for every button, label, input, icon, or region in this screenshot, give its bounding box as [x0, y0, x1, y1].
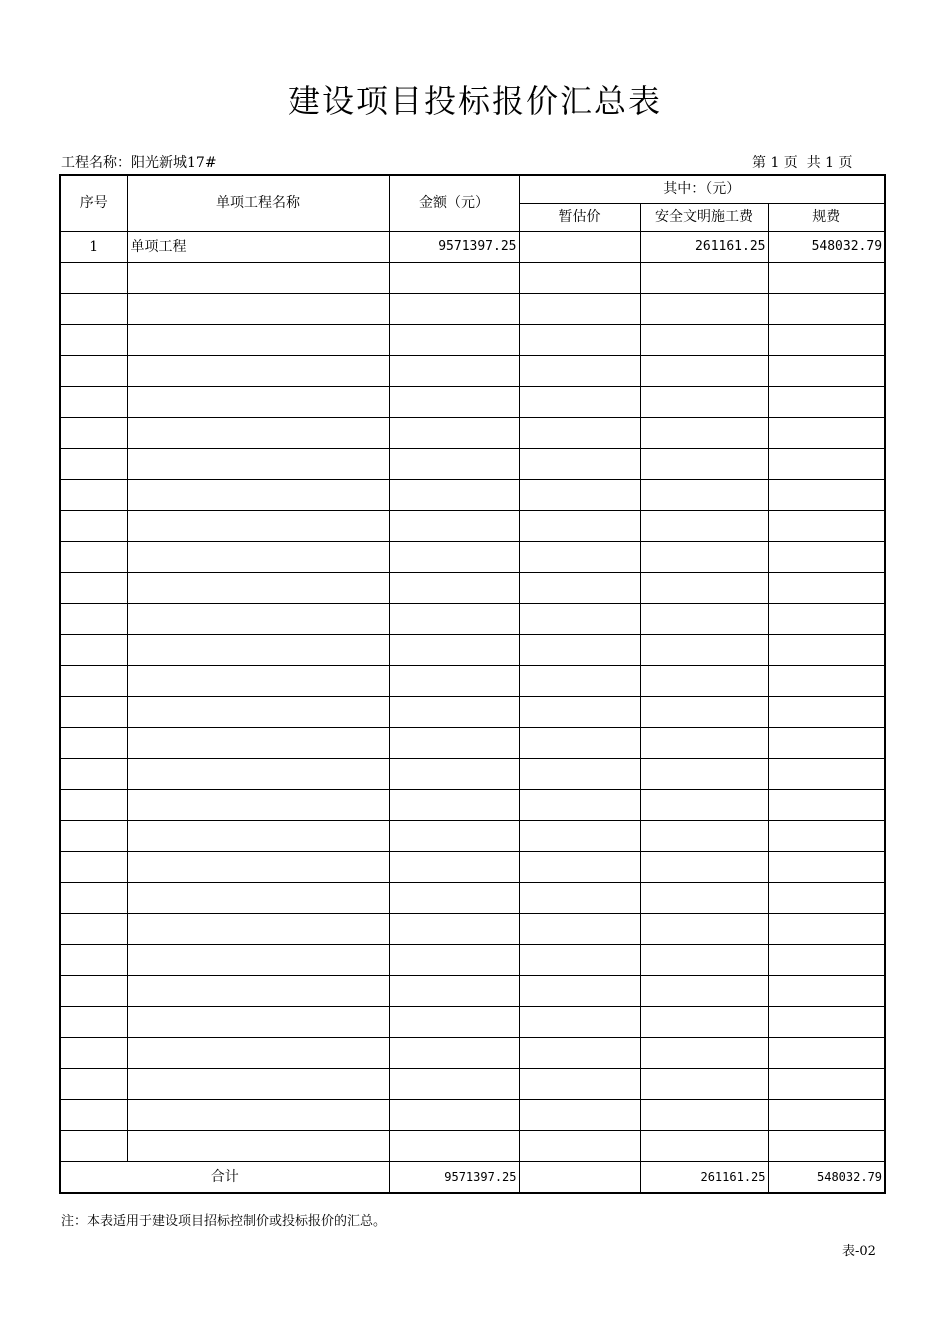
- document-title: 建设项目投标报价汇总表: [287, 82, 662, 120]
- empty-cell: [60, 604, 127, 635]
- empty-cell: [768, 325, 885, 356]
- header-of-which: 其中：（元）: [519, 175, 885, 204]
- empty-cell: [640, 573, 768, 604]
- empty-cell: [127, 542, 389, 573]
- empty-cell: [640, 666, 768, 697]
- empty-cell: [389, 1069, 519, 1100]
- header-fees: 规费: [768, 204, 885, 232]
- empty-cell: [60, 263, 127, 294]
- empty-cell: [389, 356, 519, 387]
- empty-cell: [519, 511, 640, 542]
- header-provisional: 暂估价: [519, 204, 640, 232]
- empty-cell: [768, 356, 885, 387]
- empty-cell: [519, 1131, 640, 1162]
- table-row-empty: [60, 480, 885, 511]
- empty-cell: [127, 759, 389, 790]
- table-row-empty: [60, 883, 885, 914]
- empty-cell: [389, 852, 519, 883]
- empty-cell: [127, 1100, 389, 1131]
- empty-cell: [389, 387, 519, 418]
- empty-cell: [60, 728, 127, 759]
- empty-cell: [60, 418, 127, 449]
- empty-cell: [60, 759, 127, 790]
- empty-cell: [127, 1069, 389, 1100]
- empty-cell: [640, 511, 768, 542]
- empty-cell: [389, 759, 519, 790]
- empty-cell: [768, 1100, 885, 1131]
- cell-fees: 548032.79: [768, 232, 885, 263]
- table-row-empty: [60, 1131, 885, 1162]
- empty-cell: [127, 1131, 389, 1162]
- empty-cell: [60, 976, 127, 1007]
- empty-cell: [640, 263, 768, 294]
- empty-cell: [768, 976, 885, 1007]
- table-row-empty: [60, 728, 885, 759]
- empty-cell: [389, 542, 519, 573]
- table-row-empty: [60, 604, 885, 635]
- empty-cell: [519, 852, 640, 883]
- cell-amount: 9571397.25: [389, 232, 519, 263]
- table-row-empty: [60, 1007, 885, 1038]
- empty-cell: [127, 418, 389, 449]
- empty-cell: [389, 883, 519, 914]
- empty-cell: [60, 790, 127, 821]
- empty-cell: [60, 480, 127, 511]
- empty-cell: [60, 852, 127, 883]
- empty-cell: [60, 325, 127, 356]
- empty-cell: [127, 449, 389, 480]
- table-row-empty: [60, 263, 885, 294]
- empty-cell: [60, 542, 127, 573]
- empty-cell: [389, 449, 519, 480]
- empty-cell: [640, 542, 768, 573]
- empty-cell: [640, 604, 768, 635]
- empty-cell: [389, 1100, 519, 1131]
- empty-cell: [389, 666, 519, 697]
- page-info: 第 1 页 共 1 页: [752, 155, 853, 171]
- empty-cell: [127, 573, 389, 604]
- empty-cell: [519, 821, 640, 852]
- table-row-empty: [60, 573, 885, 604]
- empty-cell: [127, 790, 389, 821]
- empty-cell: [519, 945, 640, 976]
- empty-cell: [768, 635, 885, 666]
- empty-cell: [127, 945, 389, 976]
- empty-cell: [60, 294, 127, 325]
- empty-cell: [60, 511, 127, 542]
- table-row-empty: [60, 449, 885, 480]
- empty-cell: [127, 914, 389, 945]
- empty-cell: [127, 883, 389, 914]
- empty-cell: [60, 697, 127, 728]
- empty-cell: [519, 635, 640, 666]
- header-amount: 金额（元）: [389, 175, 519, 232]
- table-row-empty: [60, 1038, 885, 1069]
- empty-cell: [640, 1100, 768, 1131]
- empty-cell: [389, 790, 519, 821]
- table-row-empty: [60, 759, 885, 790]
- empty-cell: [519, 883, 640, 914]
- project-name: 工程名称：阳光新城17#: [61, 155, 217, 171]
- empty-cell: [768, 666, 885, 697]
- empty-cell: [60, 883, 127, 914]
- empty-cell: [127, 1038, 389, 1069]
- empty-cell: [389, 635, 519, 666]
- empty-cell: [768, 263, 885, 294]
- table-row-empty: [60, 294, 885, 325]
- empty-cell: [768, 1038, 885, 1069]
- empty-cell: [60, 945, 127, 976]
- empty-cell: [768, 511, 885, 542]
- header-safety: 安全文明施工费: [640, 204, 768, 232]
- empty-cell: [768, 759, 885, 790]
- empty-cell: [640, 790, 768, 821]
- empty-cell: [768, 945, 885, 976]
- empty-cell: [389, 511, 519, 542]
- empty-cell: [640, 883, 768, 914]
- empty-cell: [640, 1131, 768, 1162]
- empty-cell: [60, 1100, 127, 1131]
- empty-cell: [640, 387, 768, 418]
- table-row-empty: [60, 1100, 885, 1131]
- empty-cell: [60, 573, 127, 604]
- empty-cell: [60, 1038, 127, 1069]
- empty-cell: [640, 294, 768, 325]
- empty-cell: [519, 418, 640, 449]
- table-row-empty: [60, 914, 885, 945]
- table-row-empty: [60, 511, 885, 542]
- empty-cell: [768, 1007, 885, 1038]
- empty-cell: [127, 325, 389, 356]
- empty-cell: [127, 480, 389, 511]
- empty-cell: [127, 263, 389, 294]
- empty-cell: [127, 1007, 389, 1038]
- empty-cell: [519, 294, 640, 325]
- empty-cell: [768, 604, 885, 635]
- empty-cell: [519, 790, 640, 821]
- empty-cell: [519, 604, 640, 635]
- empty-cell: [127, 387, 389, 418]
- empty-cell: [640, 1069, 768, 1100]
- summary-table: [59, 174, 886, 1194]
- empty-cell: [640, 635, 768, 666]
- empty-cell: [127, 666, 389, 697]
- empty-cell: [519, 356, 640, 387]
- empty-cell: [640, 914, 768, 945]
- empty-cell: [768, 480, 885, 511]
- total-label: 合计: [60, 1162, 389, 1194]
- empty-cell: [640, 728, 768, 759]
- empty-cell: [127, 728, 389, 759]
- empty-cell: [60, 1007, 127, 1038]
- empty-cell: [768, 728, 885, 759]
- empty-cell: [389, 604, 519, 635]
- empty-cell: [389, 1131, 519, 1162]
- empty-cell: [768, 573, 885, 604]
- empty-cell: [519, 1100, 640, 1131]
- table-row-empty: [60, 356, 885, 387]
- empty-cell: [389, 325, 519, 356]
- footnote: 注：本表适用于建设项目招标控制价或投标报价的汇总。: [61, 1214, 387, 1229]
- table-row-empty: [60, 542, 885, 573]
- table-row-empty: [60, 697, 885, 728]
- empty-cell: [519, 697, 640, 728]
- header-seq: 序号: [60, 175, 127, 232]
- empty-cell: [60, 387, 127, 418]
- table-row-empty: [60, 1069, 885, 1100]
- empty-cell: [519, 666, 640, 697]
- cell-seq: 1: [60, 232, 127, 263]
- empty-cell: [389, 914, 519, 945]
- empty-cell: [519, 1069, 640, 1100]
- empty-cell: [640, 976, 768, 1007]
- empty-cell: [127, 294, 389, 325]
- empty-cell: [389, 976, 519, 1007]
- empty-cell: [60, 356, 127, 387]
- empty-cell: [640, 852, 768, 883]
- empty-cell: [768, 790, 885, 821]
- empty-cell: [60, 1069, 127, 1100]
- empty-cell: [519, 1038, 640, 1069]
- cell-safety: 261161.25: [640, 232, 768, 263]
- empty-cell: [389, 294, 519, 325]
- empty-cell: [127, 852, 389, 883]
- empty-cell: [127, 697, 389, 728]
- total-provisional: [519, 1162, 640, 1194]
- empty-cell: [768, 1131, 885, 1162]
- table-row-empty: [60, 418, 885, 449]
- empty-cell: [519, 263, 640, 294]
- empty-cell: [768, 697, 885, 728]
- empty-cell: [60, 635, 127, 666]
- empty-cell: [389, 263, 519, 294]
- empty-cell: [768, 294, 885, 325]
- empty-cell: [127, 635, 389, 666]
- cell-name: 单项工程: [127, 232, 389, 263]
- empty-cell: [519, 480, 640, 511]
- empty-cell: [768, 852, 885, 883]
- empty-cell: [60, 666, 127, 697]
- table-row: [60, 232, 885, 263]
- table-row-empty: [60, 852, 885, 883]
- table-row-empty: [60, 790, 885, 821]
- empty-cell: [389, 573, 519, 604]
- empty-cell: [389, 1038, 519, 1069]
- empty-cell: [519, 728, 640, 759]
- table-row-empty: [60, 325, 885, 356]
- empty-cell: [519, 449, 640, 480]
- cell-provisional: [519, 232, 640, 263]
- empty-cell: [640, 356, 768, 387]
- empty-cell: [768, 387, 885, 418]
- empty-cell: [768, 914, 885, 945]
- empty-cell: [640, 1007, 768, 1038]
- empty-cell: [389, 821, 519, 852]
- empty-cell: [640, 1038, 768, 1069]
- total-amount: 9571397.25: [389, 1162, 519, 1194]
- empty-cell: [389, 945, 519, 976]
- table-row-empty: [60, 945, 885, 976]
- empty-cell: [60, 449, 127, 480]
- empty-cell: [640, 418, 768, 449]
- empty-cell: [519, 914, 640, 945]
- empty-cell: [60, 914, 127, 945]
- header-name: 单项工程名称: [127, 175, 389, 232]
- empty-cell: [519, 542, 640, 573]
- empty-cell: [519, 976, 640, 1007]
- table-row-empty: [60, 666, 885, 697]
- empty-cell: [519, 387, 640, 418]
- empty-cell: [768, 883, 885, 914]
- total-fees: 548032.79: [768, 1162, 885, 1194]
- empty-cell: [519, 759, 640, 790]
- empty-cell: [60, 821, 127, 852]
- empty-cell: [519, 1007, 640, 1038]
- empty-cell: [640, 325, 768, 356]
- empty-cell: [640, 759, 768, 790]
- empty-cell: [640, 821, 768, 852]
- table-row-empty: [60, 387, 885, 418]
- empty-cell: [389, 728, 519, 759]
- empty-cell: [389, 697, 519, 728]
- empty-cell: [519, 325, 640, 356]
- empty-cell: [127, 604, 389, 635]
- empty-cell: [127, 821, 389, 852]
- total-row: [60, 1162, 885, 1194]
- empty-cell: [768, 418, 885, 449]
- header-row-1: [60, 175, 885, 204]
- form-number: 表-02: [842, 1244, 876, 1259]
- empty-cell: [640, 697, 768, 728]
- empty-cell: [640, 449, 768, 480]
- empty-cell: [640, 480, 768, 511]
- total-safety: 261161.25: [640, 1162, 768, 1194]
- empty-cell: [60, 1131, 127, 1162]
- empty-cell: [768, 542, 885, 573]
- empty-cell: [768, 821, 885, 852]
- table-row-empty: [60, 635, 885, 666]
- empty-cell: [389, 1007, 519, 1038]
- empty-cell: [389, 480, 519, 511]
- empty-cell: [768, 1069, 885, 1100]
- table-row-empty: [60, 821, 885, 852]
- empty-cell: [127, 356, 389, 387]
- empty-cell: [389, 418, 519, 449]
- empty-cell: [519, 573, 640, 604]
- empty-cell: [127, 511, 389, 542]
- empty-cell: [640, 945, 768, 976]
- empty-cell: [127, 976, 389, 1007]
- table-row-empty: [60, 976, 885, 1007]
- empty-cell: [768, 449, 885, 480]
